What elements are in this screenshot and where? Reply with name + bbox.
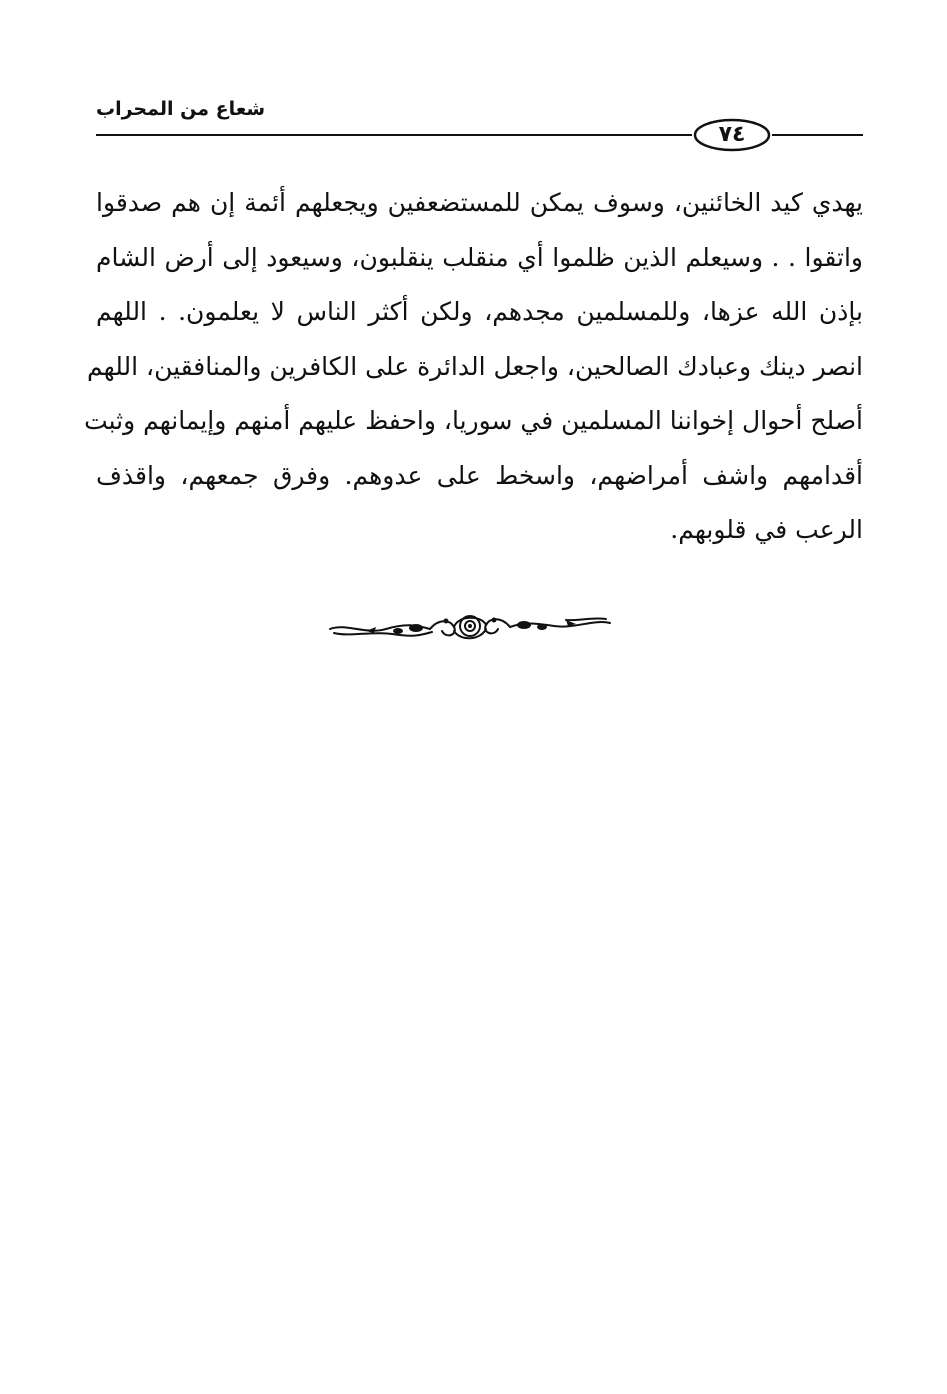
body-line: يهدي كيد الخائنين، وسوف يمكن للمستضعفين ويجعلهم أئمة إن هم صدقوا [96, 188, 864, 217]
body-text [84, 176, 864, 558]
body-line: انصر دينك وعبادك الصالحين، واجعل الدائرة على الكافرين والمنافقين، اللهم [87, 351, 863, 381]
page-number: ٧٤ [718, 122, 746, 147]
body-line: واتقوا . . وسيعلم الذين ظلموا أي منقلب ينقلبون، وسيعود إلى أرض الشام [96, 242, 863, 272]
body-line: أقدامهم واشف أمراضهم، واسخط على عدوهم. وفرق جمعهم، واقذف [96, 460, 863, 490]
page-number-frame [692, 117, 772, 153]
body-line: أصلح أحوال إخواننا المسلمين في سوريا، واحفظ عليهم أمنهم وإيمانهم وثبت [84, 406, 863, 435]
divider-ornament-icon [326, 609, 614, 643]
running-title: شعاع من المحراب [96, 98, 266, 120]
body-line: بإذن الله عزها، وللمسلمين مجدهم، ولكن أكثر الناس لا يعلمون. . اللهم [96, 297, 863, 326]
body-line: الرعب في قلوبهم. [670, 515, 863, 544]
